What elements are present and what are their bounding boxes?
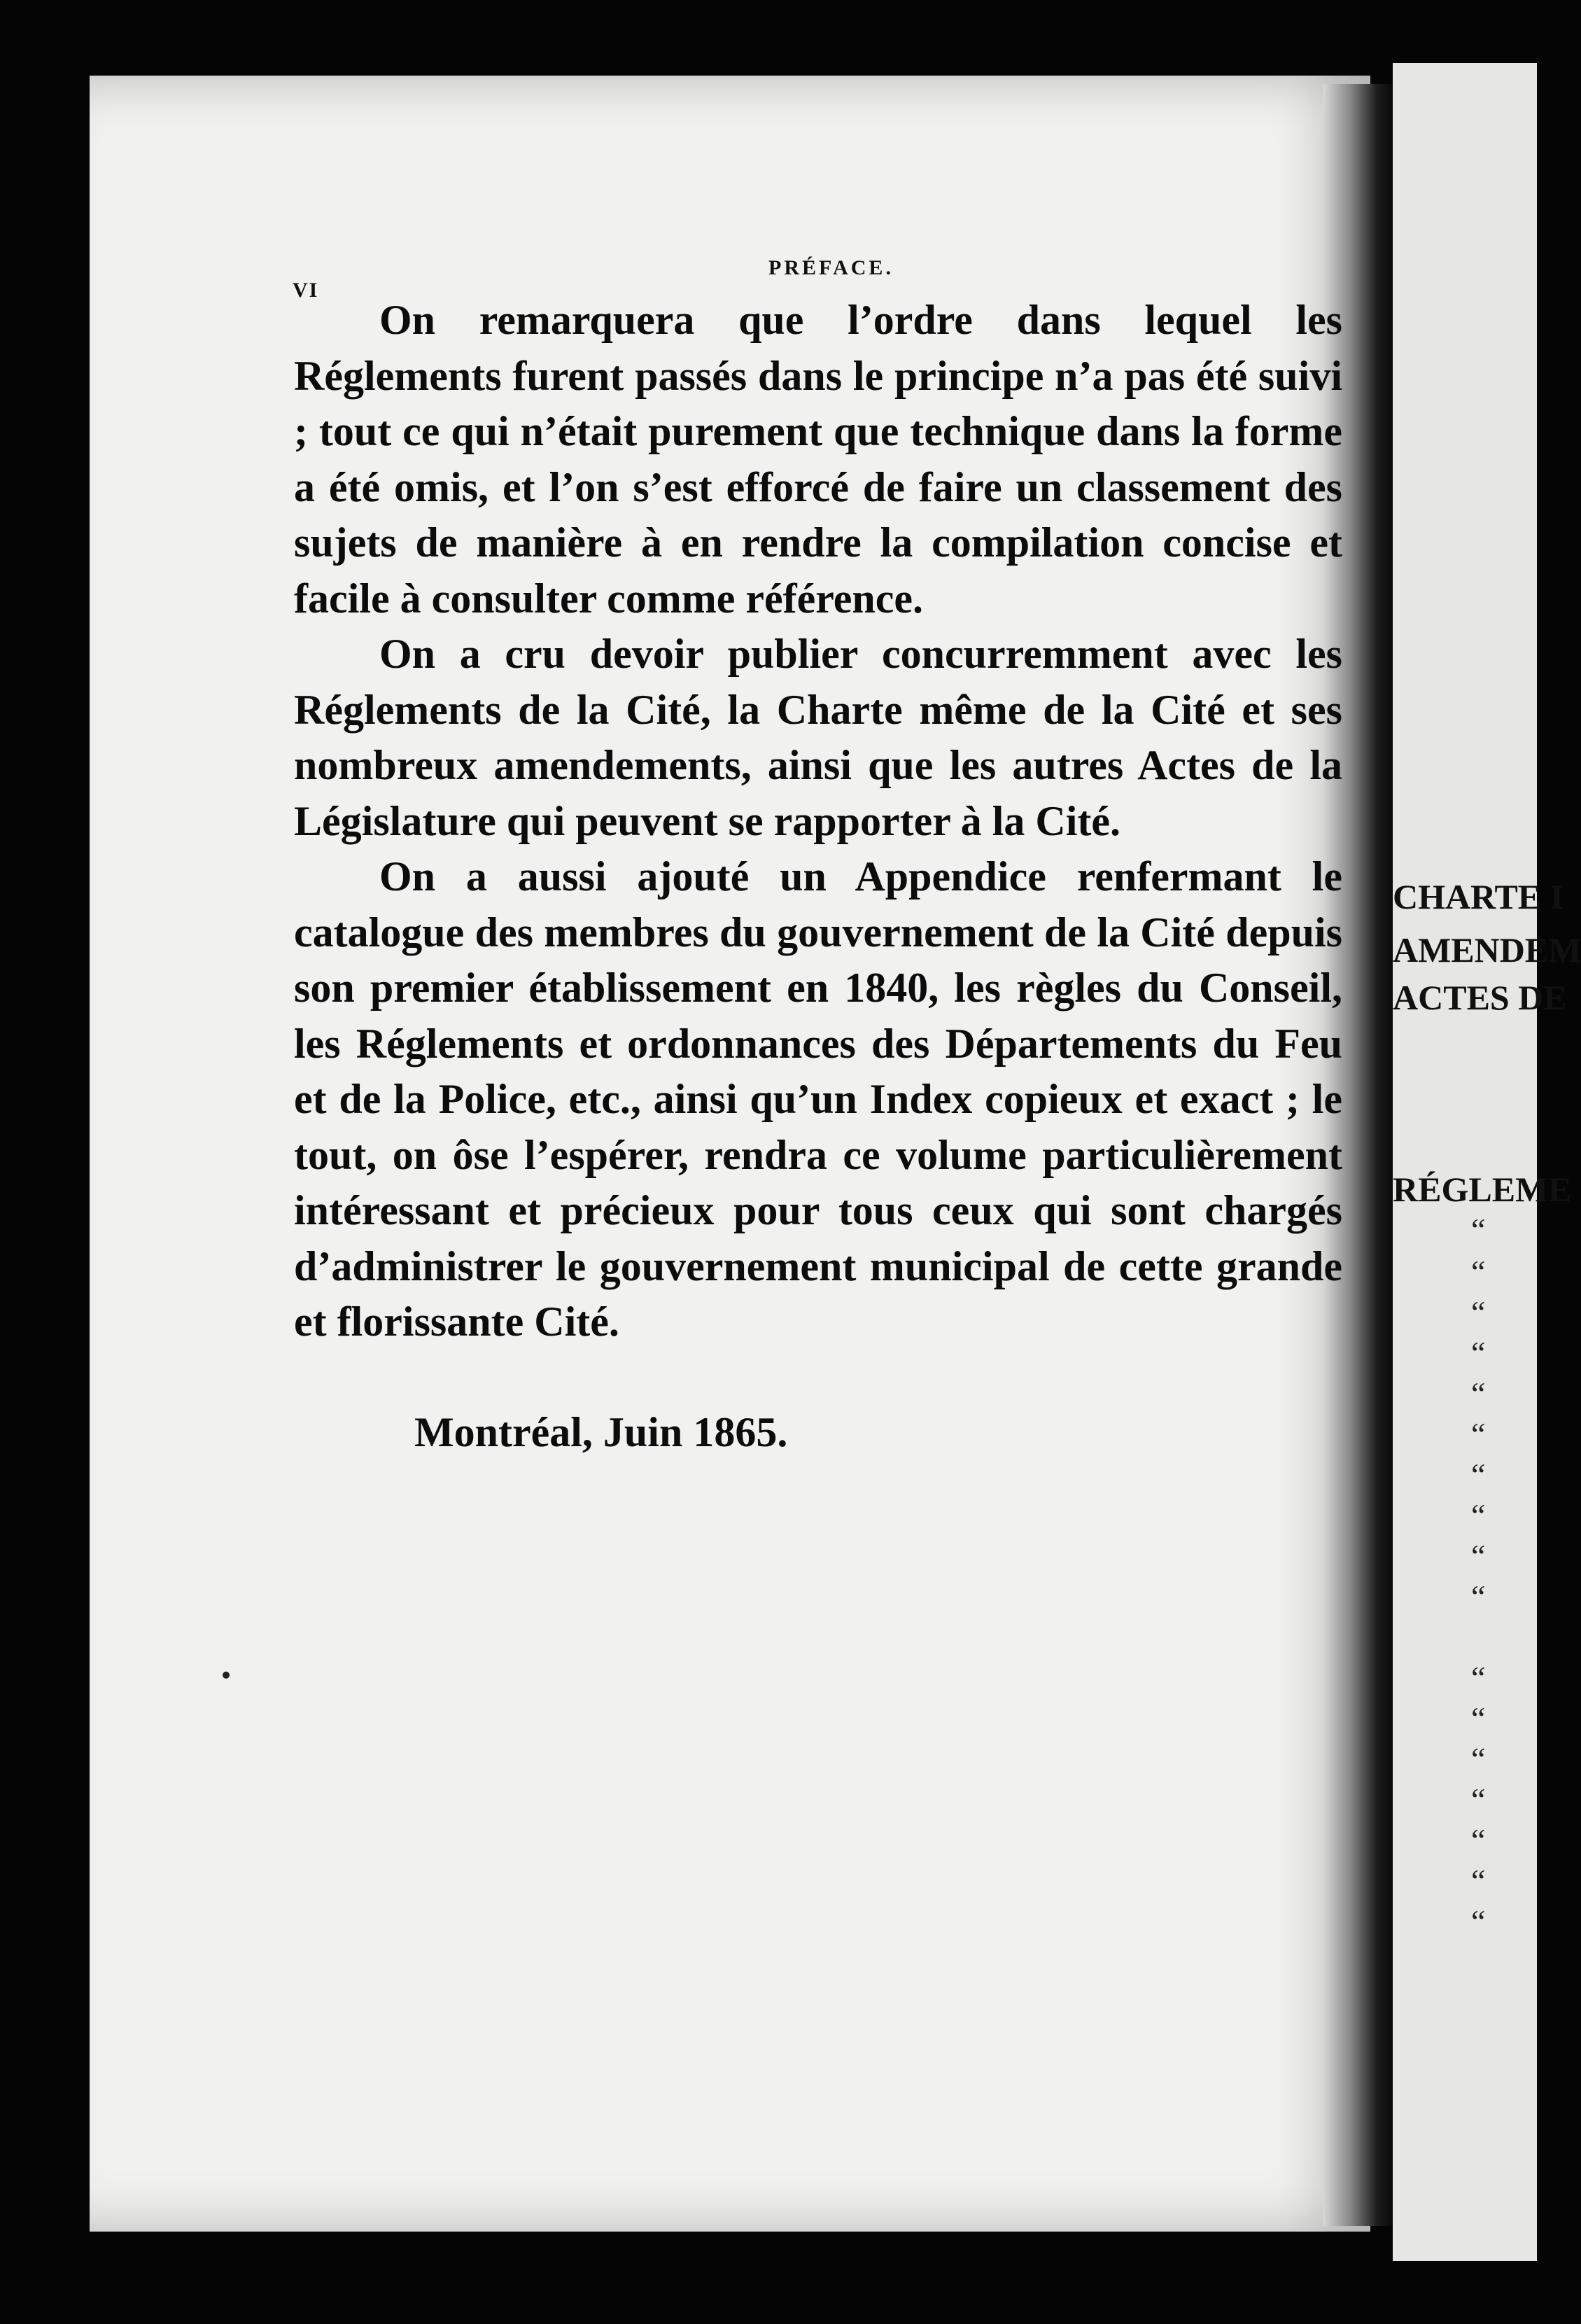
ditto-mark: “ — [1471, 1294, 1486, 1330]
facing-line-charte: CHARTE I — [1393, 877, 1564, 916]
ditto-mark: “ — [1471, 1903, 1486, 1939]
paragraph: On a aussi ajouté un Appendice renfermant le catalogue des membres du gouvernement de la Cité depuis son premier établissement en 1840, les règles du Conseil, les Réglements et ordonnances des Départements du Feu et de la Police, etc., ainsi qu’un Index copieux et exact ; le tout, on ôse l’espérer, rendra ce volume particulièrement intéressant et précieux pour tous ceux qui sont chargés d’administrer le gouvernement municipal de cette grande et florissante Cité. — [294, 853, 1342, 1345]
ditto-mark: “ — [1471, 1416, 1486, 1452]
facing-page — [1393, 63, 1581, 2261]
facing-line-amendements: AMENDEM — [1393, 930, 1581, 969]
ditto-mark: “ — [1471, 1782, 1486, 1817]
ditto-mark: “ — [1471, 1376, 1486, 1411]
paragraph: On remarquera que l’ordre dans lequel les Réglements furent passés dans le principe n’a pas été suivi ; tout ce qui n’était purement que technique dans la forme a été omis, et l’on s’est efforcé de faire un classement des sujets de manière à en rendre la compilation concise et facile à consulter comme référence. — [294, 297, 1342, 622]
ditto-mark: “ — [1471, 1457, 1486, 1492]
ditto-mark: “ — [1471, 1863, 1486, 1898]
ditto-mark: “ — [1471, 1538, 1486, 1574]
ditto-mark: “ — [1471, 1212, 1486, 1247]
ditto-mark: “ — [1471, 1335, 1486, 1371]
ditto-mark: “ — [1471, 1254, 1486, 1289]
paragraph: On a cru devoir publier concurremment avec les Réglements de la Cité, la Charte même de la Cité et ses nombreux amendements, ainsi que les autres Actes de la Législature qui peuvent se rapporter à la Cité. — [294, 631, 1342, 844]
facing-line-reglements: RÉGLEME — [1393, 1170, 1572, 1209]
ditto-mark: “ — [1471, 1660, 1486, 1695]
running-head: PRÉFACE. — [768, 256, 894, 279]
ink-speck — [223, 1672, 230, 1679]
preface-text — [294, 293, 1342, 1350]
ditto-mark: “ — [1471, 1741, 1486, 1777]
facing-line-actes: ACTES DE — [1393, 978, 1567, 1017]
ditto-mark: “ — [1471, 1578, 1486, 1614]
ditto-mark: “ — [1471, 1822, 1486, 1858]
page-number: VI — [293, 279, 319, 302]
ditto-mark: “ — [1471, 1700, 1486, 1736]
ditto-mark: “ — [1471, 1497, 1486, 1533]
signature-date: Montréal, Juin 1865. — [414, 1409, 788, 1455]
